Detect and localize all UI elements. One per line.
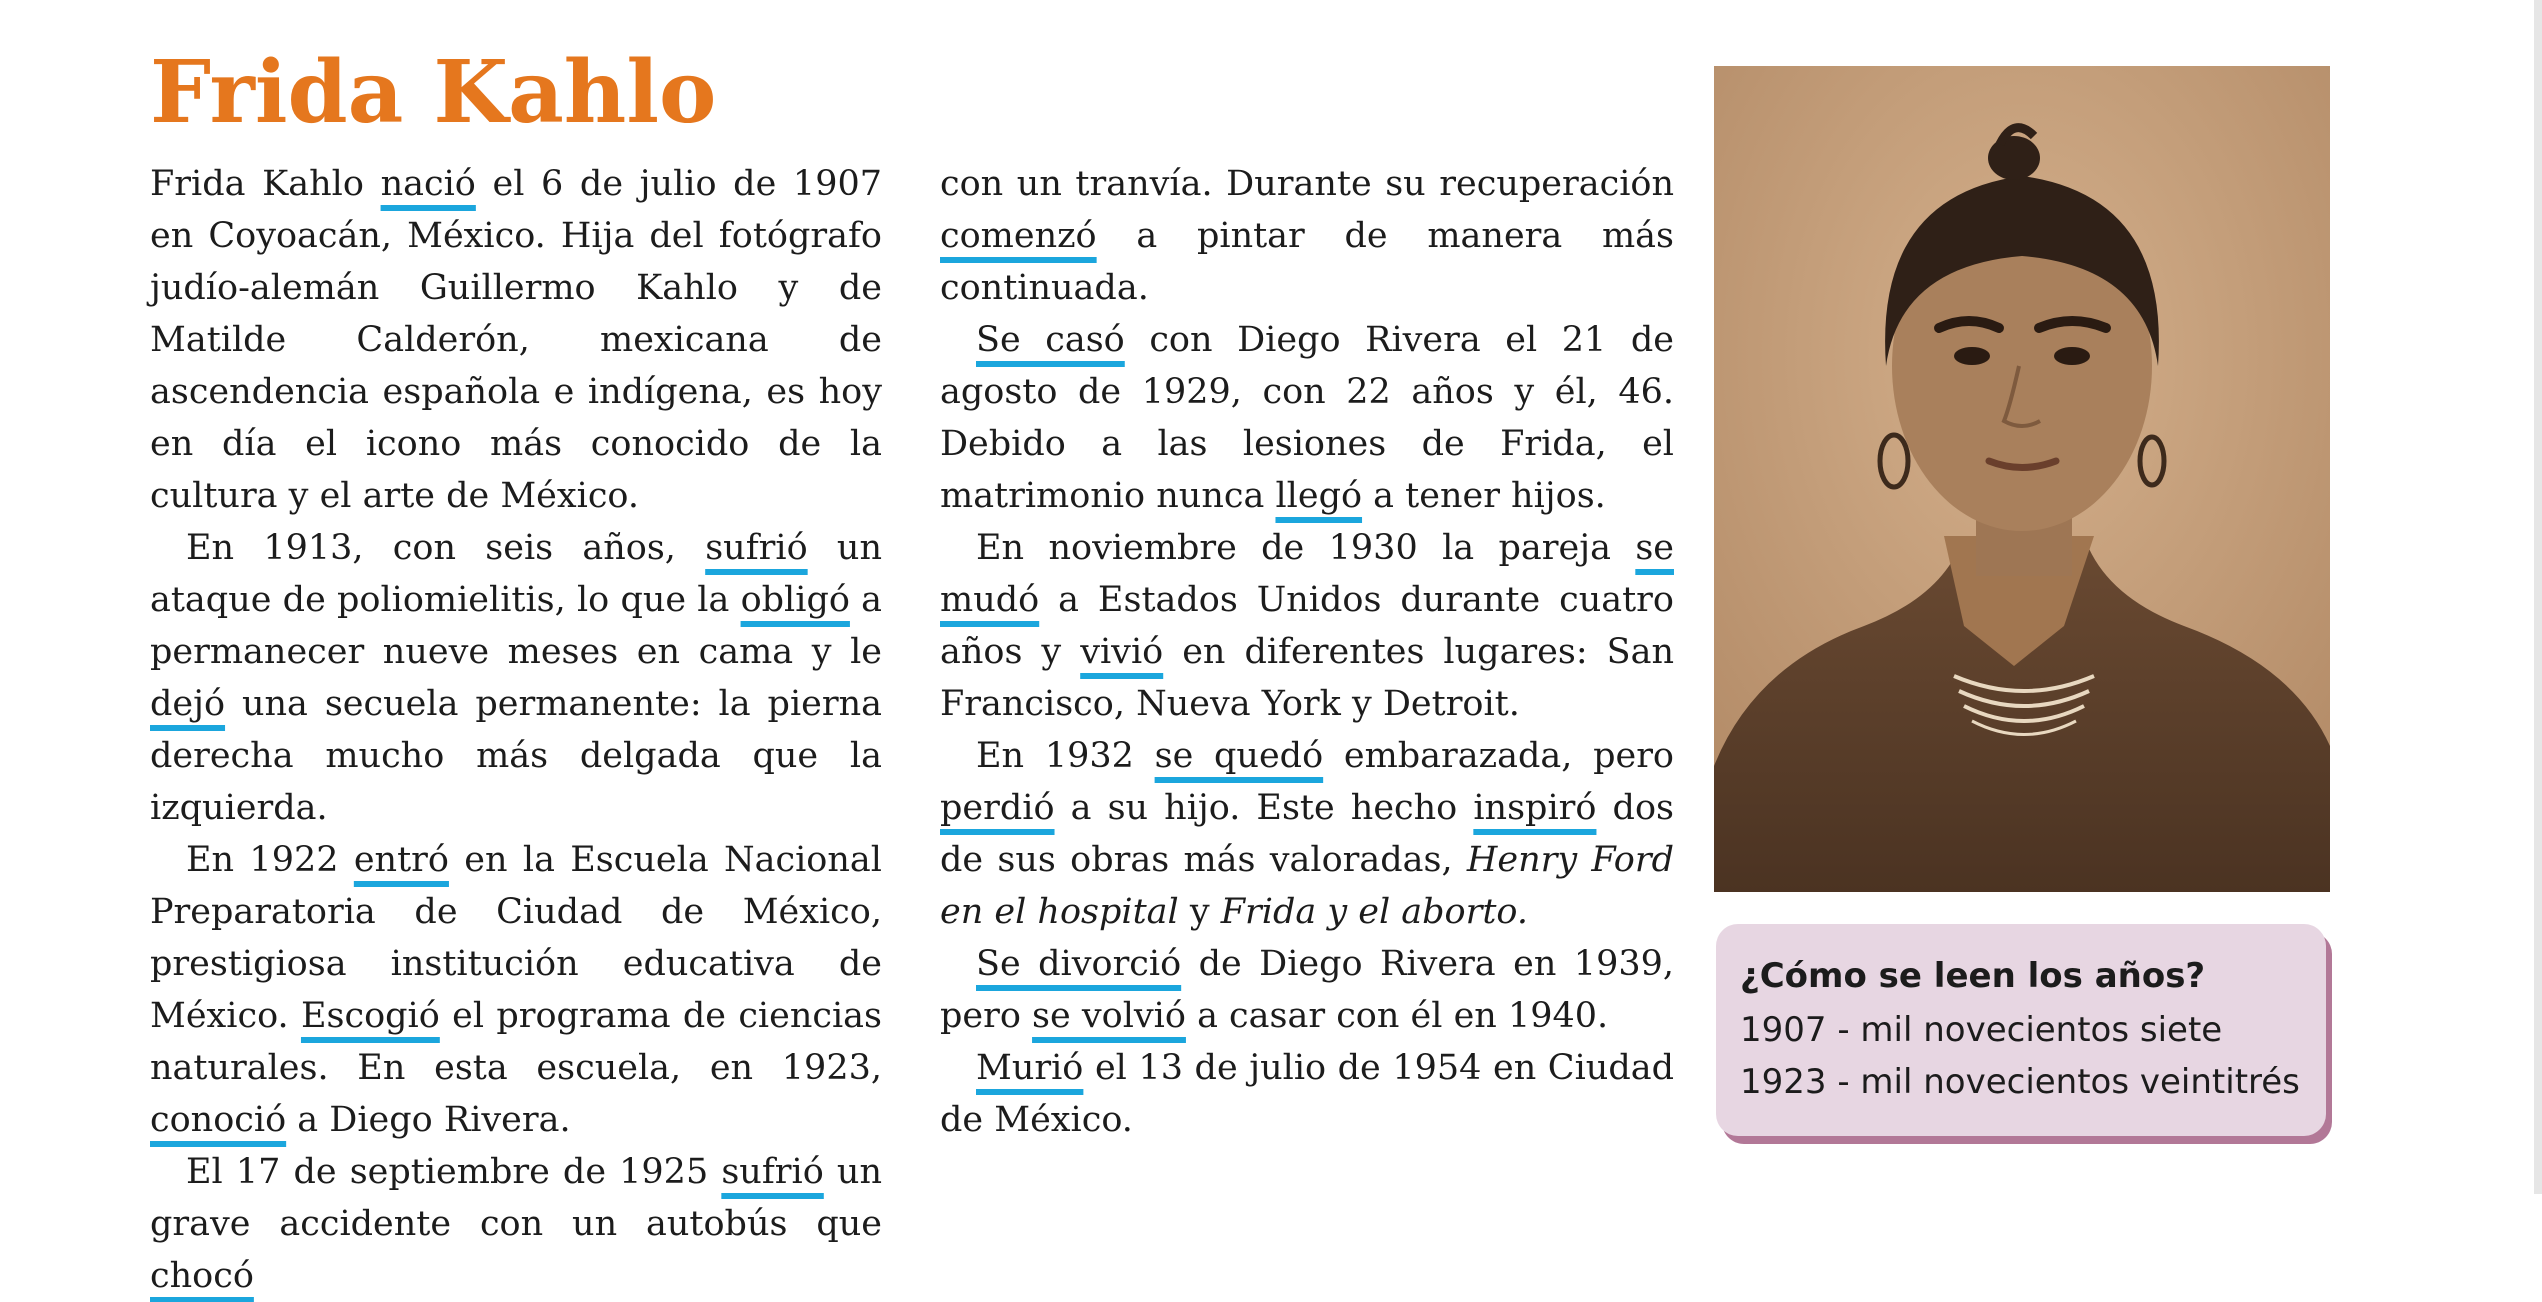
portrait-photo [1714,66,2330,892]
verb-highlight: se quedó [1154,736,1324,776]
text-column-right [940,158,1674,1146]
verb-highlight: Escogió [300,996,440,1036]
infobox-line: 1923 - mil novecientos veintitrés [1740,1062,2300,1102]
paragraph-pregnancy: En 1932 se quedó embarazada, pero perdió a su hijo. Este hecho inspiró dos de sus obras más valoradas, Henry Ford en el hospital y Frida y el aborto. [940,736,1675,932]
verb-highlight: obligó [740,580,850,620]
page-title: Frida Kahlo [150,42,717,143]
paragraph-school: En 1922 entró en la Escuela Nacional Preparatoria de Ciudad de México, prestigiosa institución educativa de México. Escogió el programa de ciencias naturales. En esta escuela, en 1923, conoció a Diego Rivera. [150,840,882,1140]
paragraph-accident: El 17 de septiembre de 1925 sufrió un grave accidente con un autobús que chocó [150,1152,882,1296]
verb-highlight: perdió [940,788,1055,828]
verb-highlight: llegó [1275,476,1363,516]
paragraph-divorce: Se divorció de Diego Rivera en 1939, pero se volvió a casar con él en 1940. [940,944,1674,1036]
verb-highlight: nació [380,164,476,204]
verb-highlight: sufrió [705,528,808,568]
verb-highlight: Se casó [976,320,1125,360]
verb-highlight: comenzó [940,216,1097,256]
verb-highlight: sufrió [721,1152,824,1192]
infobox-line: 1907 - mil novecientos siete [1740,1010,2223,1050]
verb-highlight: entró [353,840,449,880]
paragraph-polio: En 1913, con seis años, sufrió un ataque de poliomielitis, lo que la obligó a permanecer nueve meses en cama y le dejó una secuela permanente: la pierna derecha mucho más delgada que la izquierda. [150,528,882,828]
verb-highlight: inspiró [1473,788,1597,828]
paragraph-death: Murió el 13 de julio de 1954 en Ciudad de México. [940,1048,1674,1140]
verb-highlight: Murió [976,1048,1084,1088]
verb-highlight: vivió [1080,632,1164,672]
paragraph-marriage: Se casó con Diego Rivera el 21 de agosto de 1929, con 22 años y él, 46. Debido a las lesiones de Frida, el matrimonio nunca llegó a tener hijos. [940,320,1674,516]
verb-highlight: conoció [150,1100,287,1140]
verb-highlight: se volvió [1032,996,1186,1036]
artwork-title: Frida y el aborto. [1220,892,1529,932]
portrait-illustration [1714,66,2330,892]
text-column-left [150,158,882,1302]
verb-highlight: dejó [150,684,226,724]
verb-highlight: Se divorció [976,944,1182,984]
verb-highlight: se mudó [940,528,1674,620]
years-reading-box [1716,924,2326,1136]
infobox-question: ¿Cómo se leen los años? [1740,956,2206,996]
verb-highlight: chocó [150,1256,254,1296]
paragraph-usa: En noviembre de 1930 la pareja se mudó a Estados Unidos durante cuatro años y vivió en diferentes lugares: San Francisco, Nueva York y Detroit. [940,528,1675,724]
artwork-title: Henry Ford en el hospital [940,840,1675,932]
page-edge [2534,0,2542,1194]
paragraph-recovery: con un tranvía. Durante su recuperación comenzó a pintar de manera más continuada. [940,164,1674,308]
paragraph-birth: Frida Kahlo nació el 6 de julio de 1907 en Coyoacán, México. Hija del fotógrafo judío-alemán Guillermo Kahlo y de Matilde Calderón, mexicana de ascendencia española e indígena, es hoy en día el icono más conocido de la cultura y el arte de México. [150,164,882,516]
